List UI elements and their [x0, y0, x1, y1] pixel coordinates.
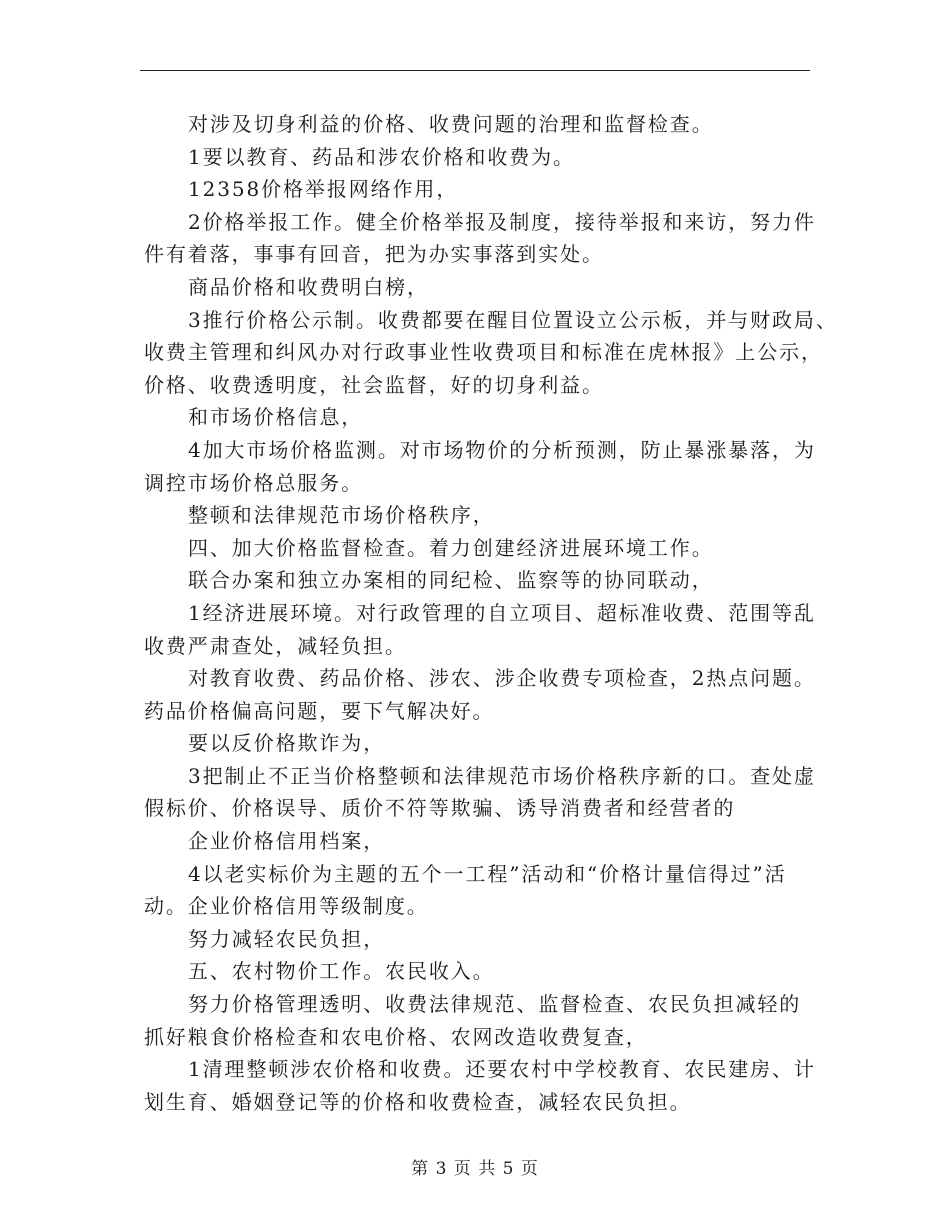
- document-body: [144, 108, 838, 1118]
- text-line: 动。企业价格信用等级制度。: [144, 894, 429, 919]
- text-line: 商品价格和收费明白榜，: [188, 274, 429, 299]
- text-line: 四、加大价格监督检查。着力创建经济进展环境工作。: [188, 535, 714, 560]
- text-line: 4加大市场价格监测。对市场物价的分析预测，防止暴涨暴落，为: [188, 437, 816, 462]
- text-line: 收费严肃查处，减轻负担。: [144, 633, 407, 658]
- text-line: 努力减轻农民负担，: [188, 926, 386, 951]
- text-line: 调控市场价格总服务。: [144, 470, 363, 495]
- text-line: 企业价格信用档案，: [188, 829, 386, 854]
- text-line: 联合办案和独立办案相的同纪检、监察等的协同联动，: [188, 568, 714, 593]
- text-line: 抓好粮食价格检查和农电价格、农网改造收费复查，: [144, 1024, 648, 1049]
- text-line: 划生育、婚姻登记等的价格和收费检查，减轻农民负担。: [144, 1089, 692, 1114]
- text-line: 努力价格管理透明、收费法律规范、监督检查、农民负担减轻的: [188, 992, 802, 1017]
- text-line: 12358价格举报网络作用，: [188, 177, 459, 202]
- text-line: 4以老实标价为主题的五个一工程”活动和“价格计量信得过”活: [188, 861, 787, 886]
- text-line: 药品价格偏高问题，要下气解决好。: [144, 698, 495, 723]
- text-line: 1要以教育、药品和涉农价格和收费为。: [188, 144, 575, 169]
- text-line: 对教育收费、药品价格、涉农、涉企收费专项检查，2热点问题。: [188, 666, 816, 691]
- text-line: 1经济进展环境。对行政管理的自立项目、超标准收费、范围等乱: [188, 600, 816, 625]
- text-line: 3推行价格公示制。收费都要在醒目位置设立公示板，并与财政局、: [188, 307, 838, 332]
- text-line: 要以反价格欺诈为，: [188, 731, 386, 756]
- text-line: 价格、收费透明度，社会监督，好的切身利益。: [144, 372, 604, 397]
- page-footer: 第 3 页 共 5 页: [411, 1159, 539, 1179]
- text-line: 1清理整顿涉农价格和收费。还要农村中学校教育、农民建房、计: [188, 1057, 816, 1082]
- text-line: 对涉及切身利益的价格、收费问题的治理和监督检查。: [188, 112, 714, 136]
- text-line: 3把制止不正当价格整顿和法律规范市场价格秩序新的口。查处虚: [188, 763, 816, 788]
- text-line: 整顿和法律规范市场价格秩序，: [188, 503, 495, 528]
- text-line: 五、农村物价工作。农民收入。: [188, 959, 495, 984]
- text-line: 和市场价格信息，: [188, 405, 364, 430]
- text-line: 2价格举报工作。健全价格举报及制度，接待举报和来访，努力件: [188, 209, 816, 234]
- text-line: 假标价、价格误导、质价不符等欺骗、诱导消费者和经营者的: [144, 796, 736, 821]
- text-line: 收费主管理和纠风办对行政事业性收费项目和标准在虎林报》上公示，: [144, 340, 823, 365]
- header-rule: [140, 70, 810, 71]
- text-line: 件有着落，事事有回音，把为办实事落到实处。: [144, 242, 604, 267]
